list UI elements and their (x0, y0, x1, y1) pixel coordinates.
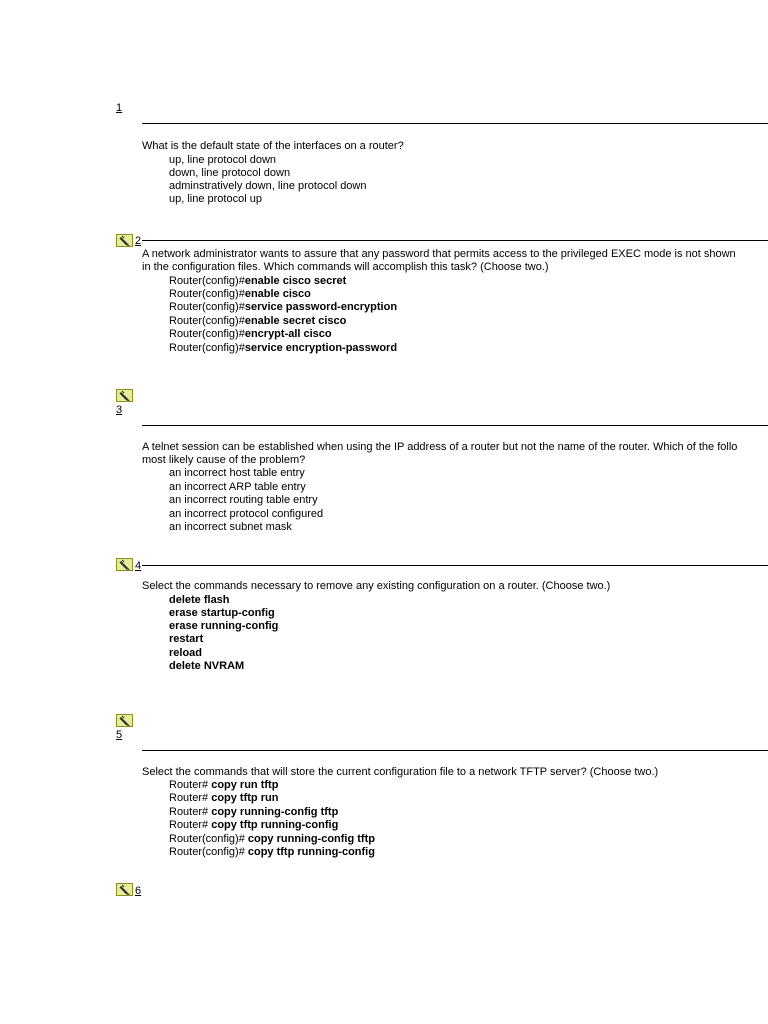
question-4-option-1[interactable] (169, 594, 230, 607)
pencil-note-icon[interactable] (116, 389, 133, 402)
question-4-divider (142, 565, 768, 566)
command-prefix: Router# (169, 819, 212, 831)
question-1-option-4[interactable]: up, line protocol up (169, 193, 262, 205)
question-2-divider (142, 240, 768, 241)
command-prefix: Router(config)# (169, 315, 245, 327)
pencil-note-icon[interactable] (116, 558, 133, 571)
command-text: copy running-config tftp (247, 833, 375, 845)
command-text: enable secret cisco (244, 315, 347, 327)
question-1-text: What is the default state of the interfaces on a router? (142, 140, 404, 152)
pencil-note-icon[interactable] (116, 234, 133, 247)
question-4-text: Select the commands necessary to remove any existing configuration on a router. (Choose two.) (142, 580, 611, 592)
question-3-option-5[interactable]: an incorrect subnet mask (169, 521, 292, 533)
question-2-option-2[interactable] (169, 288, 311, 301)
question-2-option-1[interactable] (169, 275, 346, 288)
question-2-text-line-2: in the configuration files. Which commands will accomplish this task? (Choose two.) (142, 261, 549, 273)
command-text: encrypt-all cisco (244, 328, 332, 340)
question-2-option-6[interactable] (169, 342, 397, 355)
question-4-option-5[interactable] (169, 647, 202, 660)
command-text: copy tftp run (211, 792, 279, 804)
question-1-option-1[interactable]: up, line protocol down (169, 154, 277, 166)
command-prefix: Router(config)# (169, 288, 245, 300)
question-3-option-4[interactable]: an incorrect protocol configured (169, 508, 324, 520)
question-4-option-2[interactable] (169, 607, 275, 620)
question-5-number[interactable]: 5 (116, 729, 123, 741)
question-1-number[interactable]: 1 (116, 102, 123, 114)
command-prefix: Router(config)# (169, 833, 248, 845)
command-text: erase running-config (169, 620, 279, 632)
command-prefix: Router# (169, 792, 212, 804)
question-5-option-2[interactable] (169, 792, 278, 805)
question-3-divider (142, 425, 768, 426)
command-text: enable cisco secret (244, 275, 347, 287)
command-text: enable cisco (244, 288, 311, 300)
command-text: erase startup-config (169, 607, 275, 619)
command-prefix: Router(config)# (169, 328, 245, 340)
question-5-option-1[interactable] (169, 779, 278, 792)
question-3-option-3[interactable]: an incorrect routing table entry (169, 494, 318, 506)
command-prefix: Router# (169, 806, 212, 818)
question-2-option-4[interactable] (169, 315, 346, 328)
question-5-option-5[interactable] (169, 833, 375, 846)
question-1-option-3[interactable]: adminstratively down, line protocol down (169, 180, 367, 192)
pencil-note-icon[interactable] (116, 883, 133, 896)
command-prefix: Router# (169, 779, 212, 791)
pencil-note-icon[interactable] (116, 714, 133, 727)
question-4-number[interactable]: 4 (135, 560, 142, 572)
question-2-text-line-1: A network administrator wants to assure that any password that permits access to the privileged EXEC mode is not shown (142, 248, 736, 260)
question-2-option-5[interactable] (169, 328, 332, 341)
question-6-number[interactable]: 6 (135, 885, 142, 897)
question-5-option-4[interactable] (169, 819, 338, 832)
command-text: service encryption-password (244, 342, 398, 354)
question-1-option-2[interactable]: down, line protocol down (169, 167, 291, 179)
question-4-option-6[interactable] (169, 660, 244, 673)
command-prefix: Router(config)# (169, 846, 248, 858)
command-text: delete NVRAM (169, 660, 245, 672)
question-3-text-line-1: A telnet session can be established when using the IP address of a router but not the name of the router. Which of the follo (142, 441, 738, 453)
question-2-option-3[interactable] (169, 301, 397, 314)
command-text: copy tftp running-config (247, 846, 375, 858)
command-text: copy tftp running-config (211, 819, 339, 831)
command-prefix: Router(config)# (169, 301, 245, 313)
command-text: service password-encryption (244, 301, 398, 313)
question-3-text-line-2: most likely cause of the problem? (142, 454, 306, 466)
question-5-text: Select the commands that will store the current configuration file to a network TFTP server? (Choose two.) (142, 766, 659, 778)
question-3-number[interactable]: 3 (116, 404, 123, 416)
question-2-number[interactable]: 2 (135, 235, 142, 247)
command-prefix: Router(config)# (169, 275, 245, 287)
command-text: delete flash (169, 594, 230, 606)
question-3-option-2[interactable]: an incorrect ARP table entry (169, 481, 306, 493)
question-5-divider (142, 750, 768, 751)
question-3-option-1[interactable]: an incorrect host table entry (169, 467, 305, 479)
question-5-option-6[interactable] (169, 846, 375, 859)
question-1-divider (142, 123, 768, 124)
question-4-option-3[interactable] (169, 620, 278, 633)
command-text: restart (169, 633, 204, 645)
question-5-option-3[interactable] (169, 806, 338, 819)
command-text: reload (169, 647, 203, 659)
command-text: copy run tftp (211, 779, 279, 791)
command-prefix: Router(config)# (169, 342, 245, 354)
command-text: copy running-config tftp (211, 806, 339, 818)
question-4-option-4[interactable] (169, 633, 203, 646)
